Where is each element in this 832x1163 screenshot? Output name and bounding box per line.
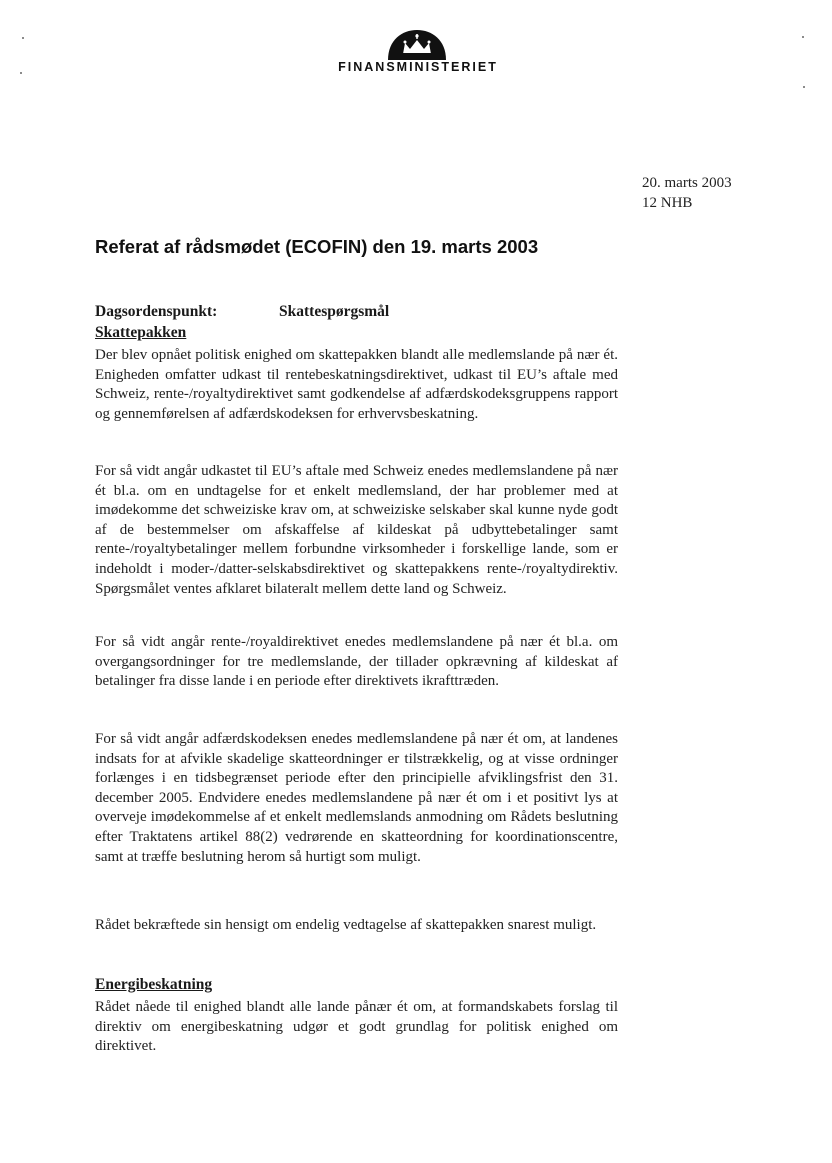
paragraph: For så vidt angår rente-/royaldirektivet enedes medlemslandene på nær ét bl.a. om overgangsordninger for tre medlemslande, der tillader opkrævning af kildeskat af betalinger fra disse lande i en periode efter direktivets ikrafttræden.: [95, 634, 618, 690]
scan-speck: [20, 72, 22, 74]
agenda-topic: Skattespørgsmål: [279, 303, 390, 320]
paragraph: Der blev opnået politisk enighed om skattepakken blandt alle medlemslande på nær ét. Enigheden omfatter udkast til rentebeskatningsdirektivet, udkast til EU’s aftale med Schweiz, rente-/royaltydirektivet samt godkendelse af adfærdskodeksgruppens rapport og gennemførelsen af adfærdskodeksen for erhvervsbeskatning.: [95, 347, 618, 422]
agenda-line: [95, 303, 390, 321]
page-title: Referat af rådsmødet (ECOFIN) den 19. marts 2003: [95, 236, 539, 257]
scan-speck: [803, 86, 805, 88]
date-block: [642, 173, 732, 213]
paragraph: For så vidt angår adfærdskodeksen enedes medlemslandene på nær ét om, at landenes indsats for at afvikle skadelige skatteordninger er tilstrækkelig, og at visse ordninger forlænges i en tidsbegrænset periode efter den principielle afviklingsfrist den 31. december 2005. Endvidere enedes medlemslandene på nær ét om i et positivt lys at overveje imødekommelse af et enkelt medlemslands anmodning om Rådets beslutning efter Traktatens artikel 88(2) vedrørende en skatteordning for koordinationscentre, samt at træffe beslutning herom så hurtigt som muligt.: [95, 731, 618, 865]
paragraph: For så vidt angår udkastet til EU’s aftale med Schweiz enedes medlemslandene på nær ét bl.a. om en undtagelse for et enkelt medlemsland, der har problemer med at imødekomme det schweiziske krav om, at schweiziske selskaber skal kunne nyde godt af de bestemmelser om afskaffelse af kildeskat på udbyttebetalinger samt rente-/royaltybetalinger mellem forbundne virksomheder i forskellige lande, som er indeholdt i moder-/datter-selskabsdirektivet og skattepakkens rente-/royaltydirektiv. Spørgsmålet ventes afklaret bilateralt mellem dette land og Schweiz.: [95, 463, 618, 597]
section-heading-energibeskatning: Energibeskatning: [95, 976, 213, 993]
agenda-label: Dagsordenspunkt:: [95, 303, 218, 320]
document-date: 20. marts 2003: [642, 175, 732, 191]
scan-speck: [22, 37, 24, 39]
paragraph: Rådet nåede til enighed blandt alle lande pånær ét om, at formandskabets forslag til direktiv om energibeskatning udgør et godt grundlag for politisk enighed om direktivet.: [95, 999, 618, 1055]
section-heading-skattepakken: Skattepakken: [95, 324, 187, 341]
ministry-name: FINANSMINISTERIET: [338, 60, 498, 74]
scan-speck: [802, 36, 804, 38]
crown-icon: [386, 26, 448, 60]
paragraph: Rådet bekræftede sin hensigt om endelig vedtagelse af skattepakken snarest muligt.: [95, 917, 597, 933]
document-reference: 12 NHB: [642, 195, 693, 211]
